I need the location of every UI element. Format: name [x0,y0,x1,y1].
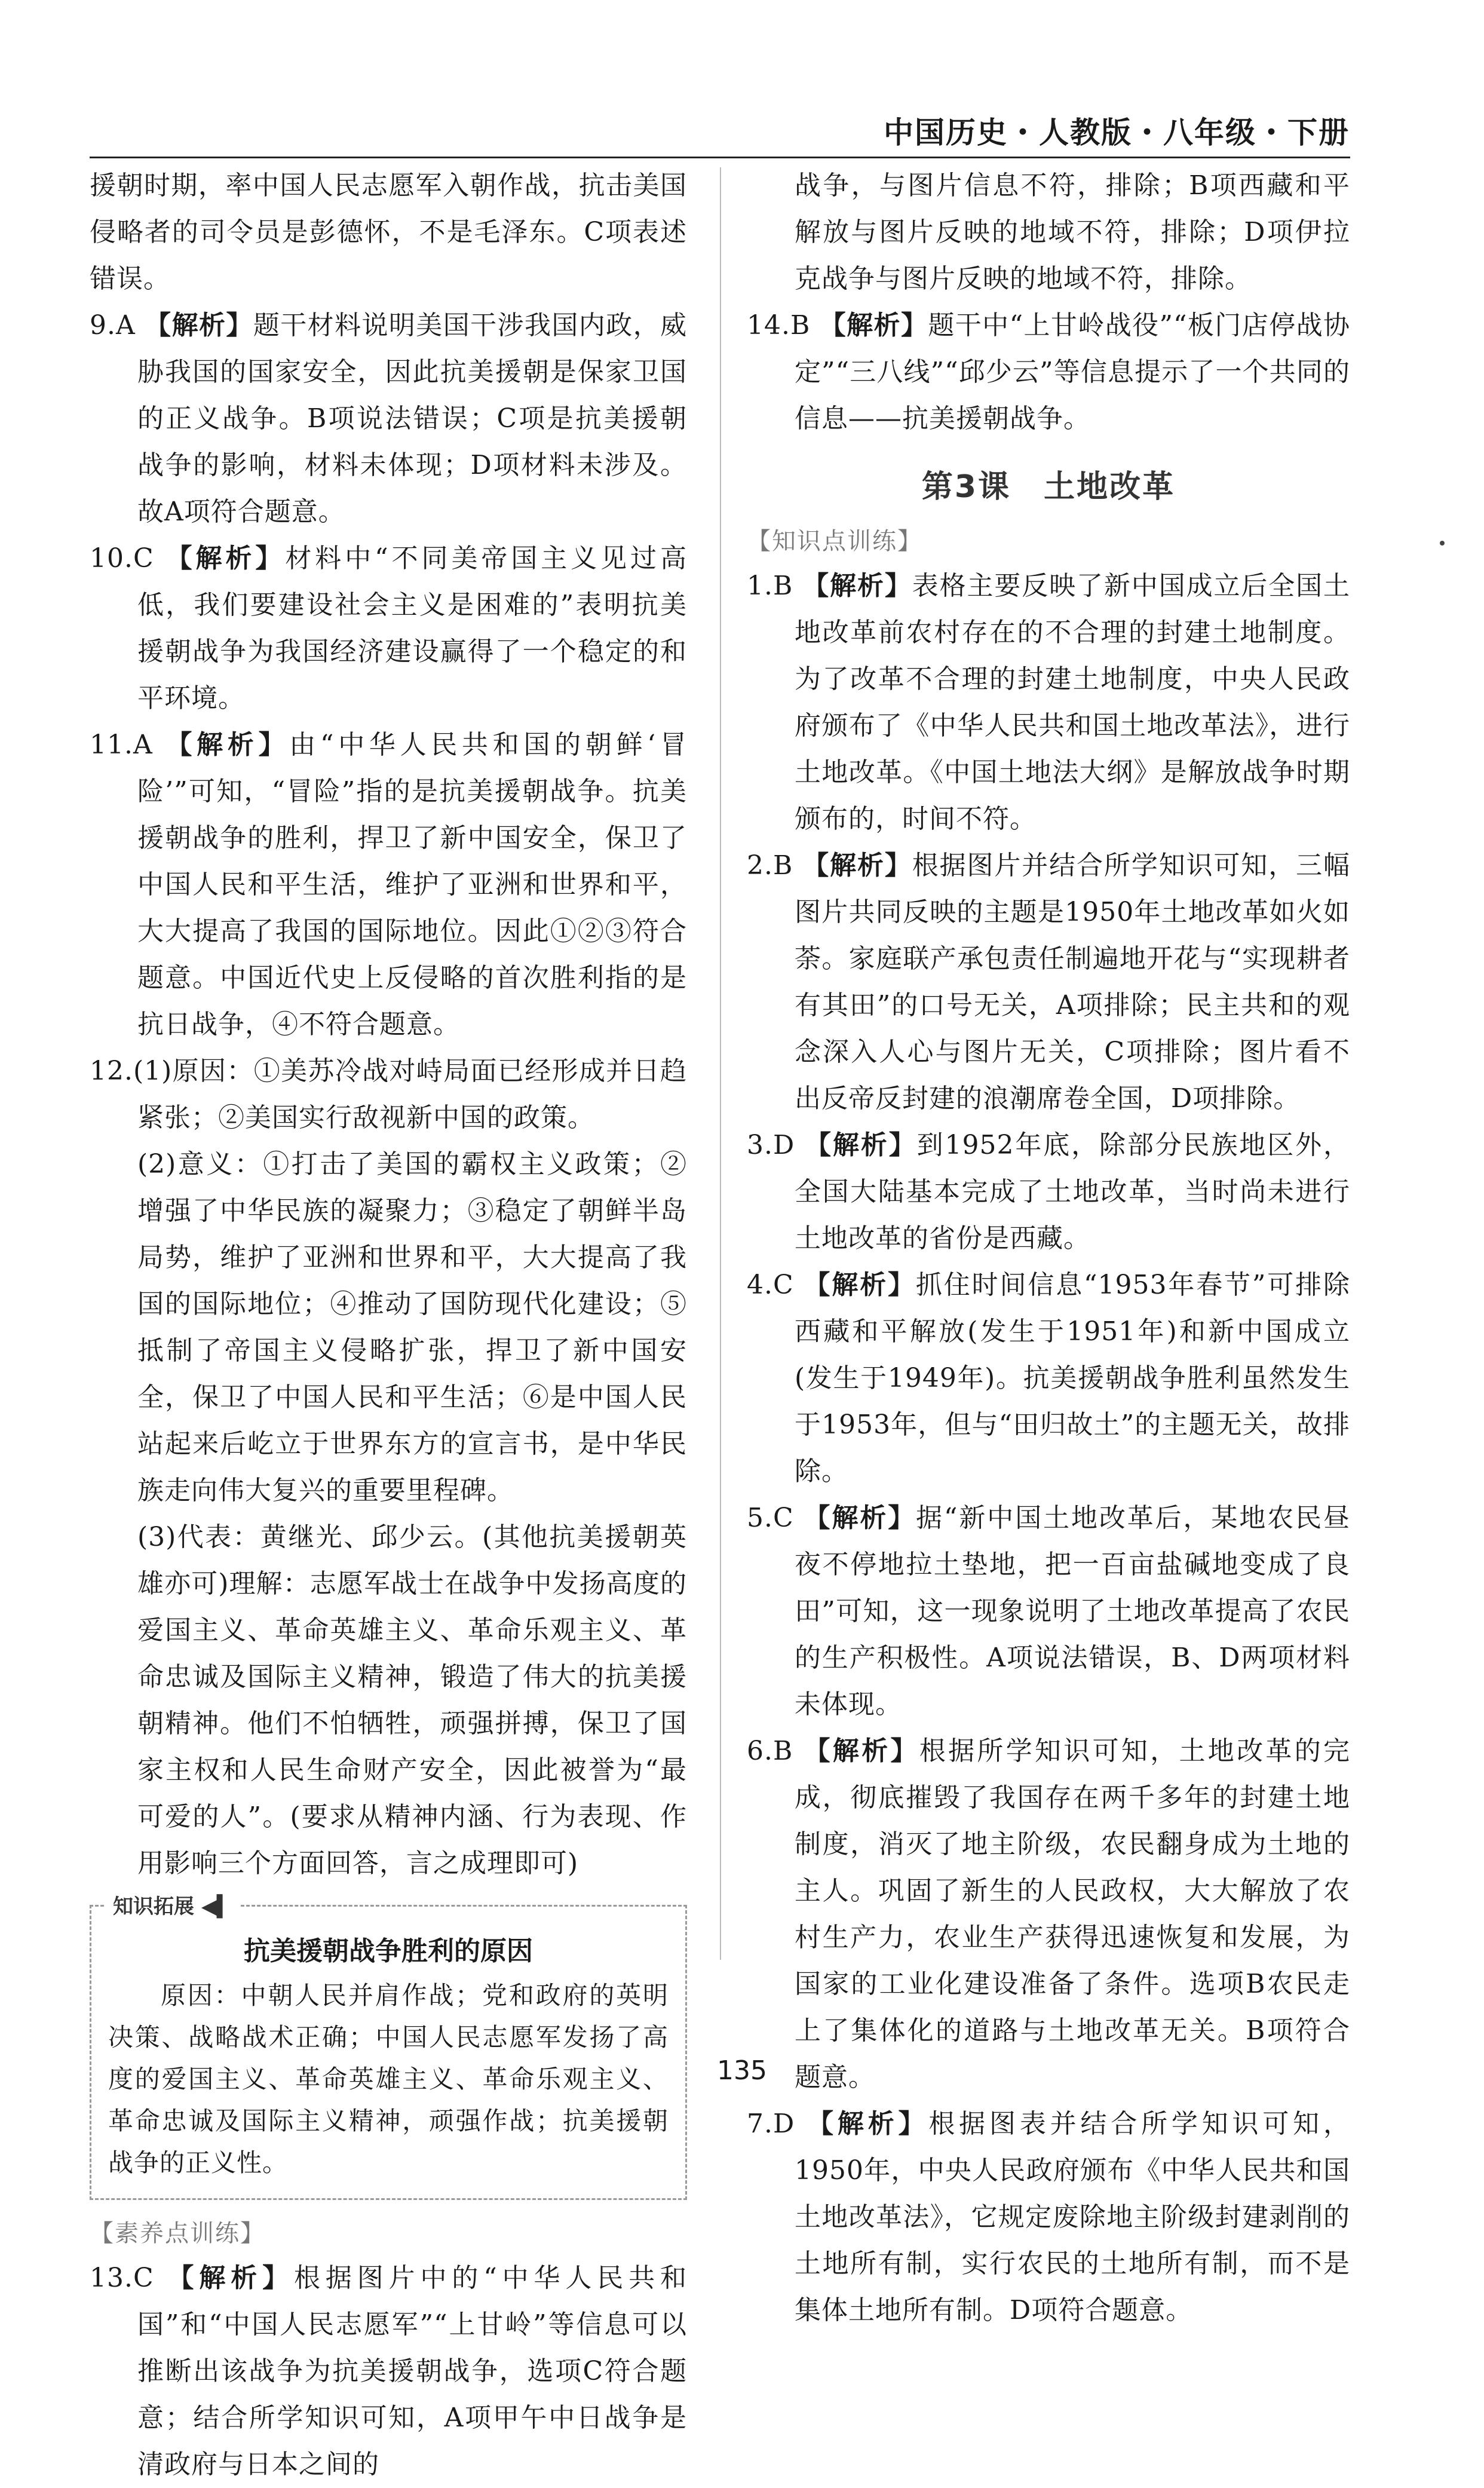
answer-text: (1)原因：①美苏冷战对峙局面已经形成并日趋紧张；②美国实行敌视新中国的政策。 [133,1056,687,1133]
answer-text: 根据所学知识可知，土地改革的完成，彻底摧毁了我国存在两千多年的封建土地制度，消灭了地主阶级，农民翻身成为土地的主人。巩固了新生的人民政权，大大解放了农村生产力，农业生产获得迅速恢复和发展，为国家的工业化建设准备了条件。选项B农民走上了集体化的道路与土地改革无关。B项符合题意。 [795,1736,1351,2092]
answer-number: 14.B [747,310,811,341]
answer-13 [90,2255,687,2488]
speaker-icon: ◀▍ [201,1895,233,1919]
answer-text: 材料中“不同美帝国主义见过高低，我们要建设社会主义是困难的”表明抗美援朝战争为我国经济建设赢得了一个稳定的和平环境。 [137,543,687,713]
answer-text: 援朝时期，率中国人民志愿军入朝作战，抗击美国侵略者的司令员是彭德怀，不是毛泽东。C项表述错误。 [90,170,687,294]
answer-number: 1.B [747,571,793,601]
answer-13-continuation: 战争，与图片信息不符，排除；B项西藏和平解放与图片反映的地域不符，排除；D项伊拉克战争与图片反映的地域不符，排除。 [795,170,1350,294]
column-divider [720,167,721,1960]
knowledge-box-text: 原因：中朝人民并肩作战；党和政府的英明决策、战略战术正确；中国人民志愿军发扬了高度的爱国主义、革命英雄主义、革命乐观主义、革命忠诚及国际主义精神，顽强作战；抗美援朝战争的正义性。 [108,1981,669,2177]
answer-10 [90,535,687,722]
knowledge-extension-tag [106,1890,240,1919]
analysis-tag: 【解析】 [145,310,253,341]
answer-text: 题干材料说明美国干涉我国内政，威胁我国的国家安全，因此抗美援朝是保家卫国的正义战争。B项说法错误；C项是抗美援朝战争的影响，材料未体现；D项材料未涉及。故A项符合题意。 [137,310,688,527]
answer-number: 12. [90,1056,133,1086]
answer-12 [90,1048,687,1141]
analysis-tag: 【解析】 [802,571,912,601]
knowledge-extension-label: 知识拓展 [113,1895,194,1919]
lesson3-answer-2 [747,842,1350,1122]
answer-8-continuation [90,163,687,302]
analysis-tag: 【解析】 [804,1736,919,1766]
scan-speck [1440,541,1445,546]
answer-text: 题干中“上甘岭战役”“板门店停战协定”“三八线”“邱少云”等信息提示了一个共同的信息——抗美援朝战争。 [795,310,1350,434]
lesson3-answer-3 [747,1122,1350,1262]
answer-text: 抓住时间信息“1953年春节”可排除西藏和平解放(发生于1951年)和新中国成立(发生于1949年)。抗美援朝战争胜利虽然发生于1953年，但与“田归故土”的主题无关，故排除。 [795,1270,1350,1487]
lesson3-answer-4 [747,1262,1350,1495]
section-label-literacy: 【素养点训练】 [90,2220,265,2247]
running-header: 中国历史・人教版・八年级・下册 [884,115,1350,150]
answer-number: 7.D [747,2109,795,2139]
lesson3-answer-1 [747,563,1350,842]
answer-number: 13.C [90,2263,154,2293]
analysis-tag: 【解析】 [165,730,290,760]
analysis-tag: 【解析】 [804,1270,916,1300]
answer-text: 据“新中国土地改革后，某地农民昼夜不停地拉土垫地，把一百亩盐碱地变成了良田”可知，这一现象说明了土地改革提高了农民的生产积极性。A项说法错误，B、D两项材料未体现。 [795,1503,1351,1720]
answer-text: 根据图表并结合所学知识可知，1950年，中央人民政府颁布《中华人民共和国土地改革法》，它规定废除地主阶级封建剥削的土地所有制，实行农民的土地所有制，而不是集体土地所有制。D项符合题意。 [795,2109,1350,2325]
answer-text: 根据图片并结合所学知识可知，三幅图片共同反映的主题是1950年土地改革如火如荼。家庭联产承包责任制遍地开花与“实现耕者有其田”的口号无关，A项排除；民主共和的观念深入人心与图片无关，C项排除；图片看不出反帝反封建的浪潮席卷全国，D项排除。 [795,850,1351,1114]
analysis-tag: 【解析】 [804,1503,916,1533]
answer-number: 9.A [90,310,136,341]
analysis-tag: 【解析】 [165,543,286,574]
page-number: 135 [717,2055,767,2086]
answer-number: 10.C [90,543,154,574]
lesson3-answer-6 [747,1728,1350,2101]
answer-number: 5.C [747,1503,794,1533]
answer-text: 表格主要反映了新中国成立后全国土地改革前农村存在的不合理的封建土地制度。为了改革不合理的封建土地制度，中央人民政府颁布了《中华人民共和国土地改革法》，进行土地改革。《中国土地法大纲》是解放战争时期颁布的，时间不符。 [795,571,1351,834]
answer-text: 根据图片中的“中华人民共和国”和“中国人民志愿军”“上甘岭”等信息可以推断出该战争为抗美援朝战争，选项C符合题意；结合所学知识可知，A项甲午中日战争是清政府与日本之间的 [137,2263,687,2480]
answer-12-part-2: (2)意义：①打击了美国的霸权主义政策；②增强了中华民族的凝聚力；③稳定了朝鲜半岛局势，维护了亚洲和世界和平，大大提高了我国的国际地位；④推动了国防现代化建设；⑤抵制了帝国主义侵略扩张，捍卫了新中国安全，保卫了中国人民和平生活；⑥是中国人民站起来后屹立于世界东方的宣言书，是中华民族走向伟大复兴的重要里程碑。 [137,1149,687,1506]
answer-text: 到1952年底，除部分民族地区外，全国大陆基本完成了土地改革，当时尚未进行土地改革的省份是西藏。 [795,1130,1350,1254]
lesson3-answer-5 [747,1495,1350,1728]
analysis-tag: 【解析】 [819,310,928,341]
answer-number: 2.B [747,850,793,881]
knowledge-box-title: 抗美援朝战争胜利的原因 [244,1936,533,1966]
answer-11 [90,722,687,1048]
analysis-tag: 【解析】 [805,1130,917,1160]
answer-number: 3.D [747,1130,795,1160]
answer-number: 11.A [90,730,153,760]
right-column [747,163,1350,2334]
answer-text: 由“中华人民共和国的朝鲜‘冒险’”可知，“冒险”指的是抗美援朝战争。抗美援朝战争的胜利，捍卫了新中国安全，保卫了中国人民和平生活，维护了亚洲和世界和平，大大提高了我国的国际地位。因此①②③符合题意。中国近代史上反侵略的首次胜利指的是抗日战争，④不符合题意。 [137,730,687,1040]
lesson-title: 第3课 土地改革 [921,469,1176,505]
header-rule [90,157,1350,158]
section-label-knowledge: 【知识点训练】 [747,528,922,555]
answer-number: 6.B [747,1736,793,1766]
left-column [90,163,687,2488]
knowledge-extension-box [90,1895,687,2200]
answer-9 [90,302,687,535]
analysis-tag: 【解析】 [167,2263,295,2293]
lesson3-answer-7 [747,2101,1350,2334]
answer-14 [747,302,1350,442]
answer-number: 4.C [747,1270,794,1300]
analysis-tag: 【解析】 [802,850,912,881]
answer-12-part-3: (3)代表：黄继光、邱少云。(其他抗美援朝英雄亦可)理解：志愿军战士在战争中发扬高度的爱国主义、革命英雄主义、革命乐观主义、革命忠诚及国际主义精神，锻造了伟大的抗美援朝精神。他们不怕牺牲，顽强拼搏，保卫了国家主权和人民生命财产安全，因此被誉为“最可爱的人”。(要求从精神内涵、行为表现、作用影响三个方面回答，言之成理即可) [137,1522,687,1879]
analysis-tag: 【解析】 [807,2109,929,2139]
